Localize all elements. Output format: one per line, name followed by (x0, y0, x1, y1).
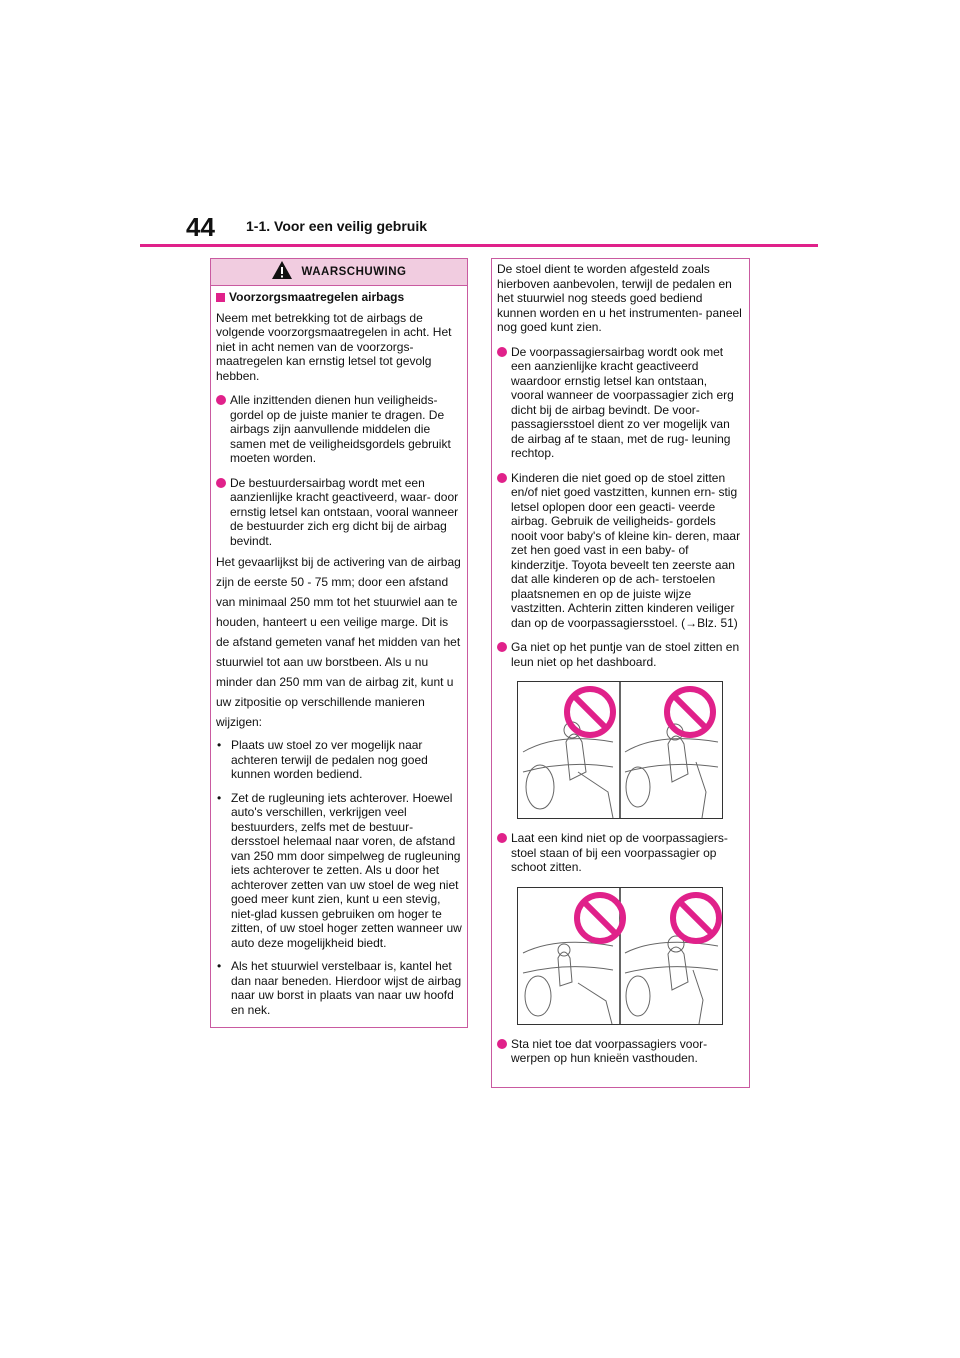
round-bullet-icon (497, 473, 507, 483)
bullet-text: Laat een kind niet op de voorpassagiers- stoel staan of bij een voorpassagier op schoot zitten. (511, 831, 728, 874)
bullet-text: Kinderen die niet goed op de stoel zitten en/of niet goed vastzitten, kunnen ern- stig letsel oplopen door een geacti- veerde airbag. Gebruik de veiligheids- gordels nooit voor baby's of kleine kin- deren, maar zet hen goed vast in een baby- of kinderzitje. Toyota beveelt ten zeerste aan dat alle kinderen op de ach- terstoelen plaatsnemen en op de juiste wijze vastzitten. Achterin zitten kinderen veiliger dan op de voorpassagiersstoel. (→Blz. 51) (511, 470, 741, 630)
warning-title: WAARSCHUWING (301, 266, 407, 278)
bullet-text: Alle inzittenden dienen hun veiligheids- gordel op de juiste manier te dragen. De airbags zijn aanvullende middelen die samen met de veiligheidsgordels gebruikt moeten worden. (230, 393, 451, 465)
sub-list-item (216, 791, 462, 951)
warning-subheading (216, 290, 462, 305)
bullet-item (216, 476, 462, 549)
illustration-child-passenger (517, 887, 723, 1025)
warning-header (211, 259, 467, 286)
small-bullet-icon: • (217, 738, 222, 752)
sub-list-item (216, 959, 462, 1017)
page-number: 44 (186, 212, 215, 242)
bullet-text: De voorpassagiersairbag wordt ook met een aanzienlijke kracht geactiveerd waardoor ernstig letsel kan ontstaan, vooral wanneer de voorpassagier zich erg dicht bij de airbag bevindt. De voor- passagiersstoel dient zo ver mogelijk van de airbag af te staan, met de rug- leuning rechtop. (511, 344, 734, 460)
round-bullet-icon (216, 478, 226, 488)
warning-intro: Neem met betrekking tot de airbags de volgende voorzorgsmaatregelen in acht. Het niet in acht nemen van de voorzorgs- maatregelen kan ernstig letsel tot gevolg hebben. (216, 310, 452, 383)
bullet-item (497, 345, 743, 461)
bullet-item (497, 831, 743, 875)
warning-triangle-icon (271, 260, 293, 285)
warning-content (216, 290, 462, 1026)
continuation-content (497, 262, 743, 1076)
bullet-item (497, 471, 743, 631)
bullet-text: Ga niet op het puntje van de stoel zitten en leun niet op het dashboard. (511, 640, 740, 669)
continuation-intro: De stoel dient te worden afgesteld zoals hierboven aanbevolen, terwijl de pedalen en het stuurwiel nog steeds goed bediend kunnen worden en u het instrumenten- paneel nog goed kunt zien. (497, 262, 742, 334)
subheading-text: Voorzorgsmaatregelen airbags (229, 290, 405, 304)
round-bullet-icon (497, 347, 507, 357)
sub-list-text: Zet de rugleuning iets achterover. Hoewel auto's verschillen, verkrijgen veel bestuurders, zelfs met de bestuur- dersstoel helemaal naar voren, de afstand van 250 mm door simpelweg de rugleuning iets achterover te zetten. Als u door het achterover zetten van uw stoel de weg niet goed meer kunt zien, kunt u een stevig, niet-glad kussen gebruiken om hoger te zitten, of uw stoel hoger zetten wanneer uw auto deze mogelijkheid biedt. (231, 790, 462, 950)
round-bullet-icon (497, 1039, 507, 1049)
bullet-item (216, 393, 462, 466)
round-bullet-icon (497, 642, 507, 652)
round-bullet-icon (216, 395, 226, 405)
small-bullet-icon: • (217, 790, 222, 805)
sub-list-text: Als het stuurwiel verstelbaar is, kantel het dan naar beneden. Hierdoor wijst de airbag naar uw borst in plaats van naar uw hoofd en nek. (231, 959, 462, 1017)
bullet-item (497, 640, 743, 669)
distance-paragraph: Het gevaarlijkst bij de activering van de airbag zijn de eerste 50 - 75 mm; door een afstand van minimaal 250 mm tot het stuurwiel aan te houden, hanteert u een veilige marge. Dit is de afstand gemeten vanaf het midden van het stuurwiel tot aan uw borstbeen. Als u nu minder dan 250 mm van de airbag zit, kunt u uw zitpositie op verschillende manieren wijzigen: (216, 555, 461, 729)
small-bullet-icon: • (217, 959, 222, 973)
sub-list-item (216, 738, 462, 782)
sub-list-text: Plaats uw stoel zo ver mogelijk naar achteren terwijl de pedalen nog goed kunnen worden bediend. (231, 738, 428, 781)
section-title: 1-1. Voor een veilig gebruik (246, 218, 428, 234)
bullet-item (497, 1037, 743, 1066)
round-bullet-icon (497, 833, 507, 843)
square-bullet-icon (216, 293, 225, 302)
bullet-text: De bestuurdersairbag wordt met een aanzienlijke kracht geactiveerd, waar- door ernstig letsel kan ontstaan, vooral wanneer de bestuurder zich erg dicht bij de airbag bevindt. (230, 475, 459, 548)
bullet-text: Sta niet toe dat voorpassagiers voor- werpen op hun knieën vasthouden. (511, 1036, 708, 1065)
illustration-leaning-passengers (517, 681, 723, 819)
header-rule (140, 244, 818, 247)
